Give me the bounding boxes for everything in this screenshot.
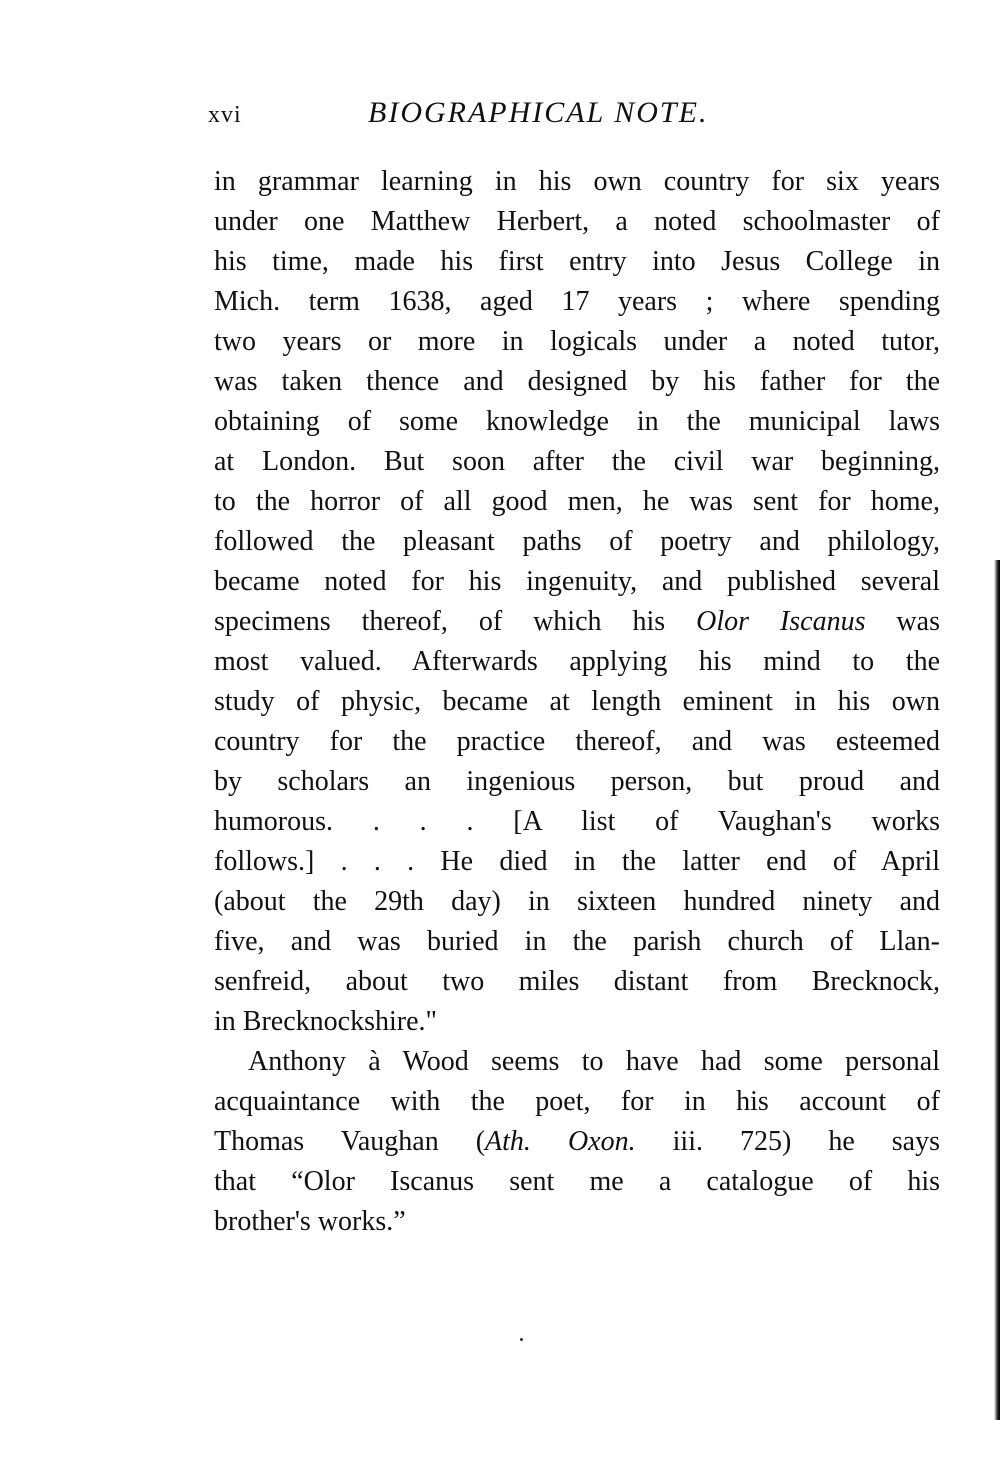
text-line: Anthony à Wood seems to have had some personal bbox=[248, 1046, 940, 1077]
text-line: became noted for his ingenuity, and published several bbox=[214, 566, 940, 597]
text-line: was taken thence and designed by his father for the bbox=[214, 366, 940, 397]
text-line: that “Olor Iscanus sent me a catalogue of his bbox=[214, 1166, 940, 1197]
text-line: study of physic, became at length eminent in his own bbox=[214, 686, 940, 717]
citation-ath-oxon: Ath. Oxon. bbox=[485, 1126, 636, 1157]
text-line: by scholars an ingenious person, but proud and bbox=[214, 766, 940, 797]
paragraph-2 bbox=[214, 1042, 940, 1242]
text-line: in Brecknockshire." bbox=[214, 1006, 437, 1037]
text-line: acquaintance with the poet, for in his account of bbox=[214, 1086, 940, 1117]
text-line: (about the 29th day) in sixteen hundred ninety and bbox=[214, 886, 940, 917]
text-line bbox=[214, 1122, 940, 1162]
text-line: follows.] . . . He died in the latter end of April bbox=[214, 846, 940, 877]
text-line: senfreid, about two miles distant from Brecknock, bbox=[214, 966, 940, 997]
line-text: iii. 725) he says bbox=[635, 1126, 941, 1157]
text-line: Mich. term 1638, aged 17 years ; where spending bbox=[214, 286, 940, 317]
line-text: Thomas Vaughan ( bbox=[214, 1126, 486, 1157]
text-line: most valued. Afterwards applying his mind to the bbox=[214, 646, 940, 677]
text-line: at London. But soon after the civil war beginning, bbox=[214, 446, 940, 477]
text-line: humorous. . . . [A list of Vaughan's works bbox=[214, 806, 940, 837]
text-line: followed the pleasant paths of poetry and philology, bbox=[214, 526, 940, 557]
work-title-olor-iscanus: Olor Iscanus bbox=[696, 606, 866, 637]
page-body bbox=[214, 162, 940, 1242]
text-line: to the horror of all good men, he was sent for home, bbox=[214, 486, 940, 517]
running-title: BIOGRAPHICAL NOTE. bbox=[368, 96, 709, 129]
line-text: specimens thereof, of which his bbox=[214, 606, 697, 637]
line-text: was bbox=[865, 606, 940, 637]
page-number: xvi bbox=[208, 102, 242, 128]
text-line: five, and was buried in the parish church of Llan- bbox=[214, 926, 940, 957]
text-line: brother's works.” bbox=[214, 1206, 406, 1237]
text-line bbox=[214, 602, 940, 642]
scan-speck bbox=[520, 1338, 523, 1341]
text-line: in grammar learning in his own country for six years bbox=[214, 166, 940, 197]
text-line: obtaining of some knowledge in the municipal laws bbox=[214, 406, 940, 437]
text-line: two years or more in logicals under a noted tutor, bbox=[214, 326, 940, 357]
text-line: country for the practice thereof, and was esteemed bbox=[214, 726, 940, 757]
paragraph-1 bbox=[214, 162, 940, 1042]
page-header bbox=[208, 96, 948, 136]
scan-shadow-edge bbox=[994, 560, 1000, 1420]
text-line: his time, made his first entry into Jesus College in bbox=[214, 246, 940, 277]
text-line: under one Matthew Herbert, a noted schoolmaster of bbox=[214, 206, 940, 237]
